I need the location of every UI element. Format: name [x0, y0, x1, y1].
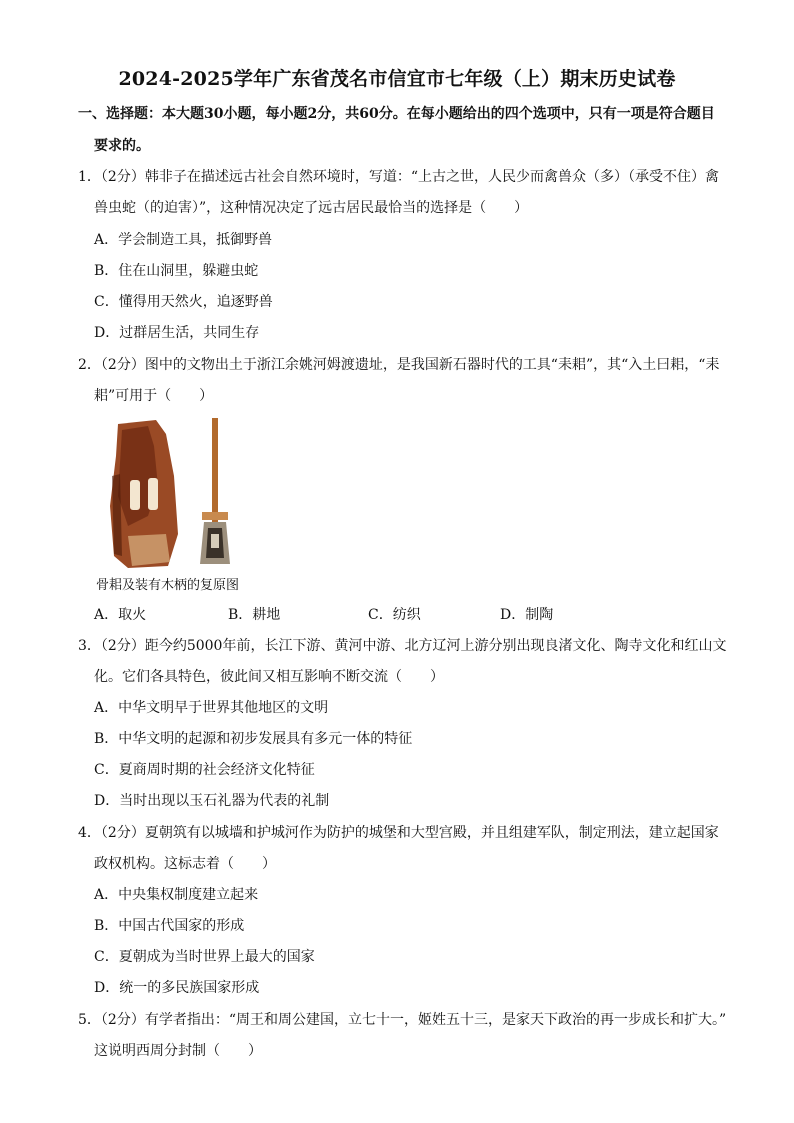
bone-spade-image — [110, 420, 178, 568]
question-3-option-a[interactable]: A．中华文明早于世界其他地区的文明 — [94, 700, 329, 716]
question-1-option-d[interactable]: D．过群居生活，共同生存 — [94, 325, 260, 341]
section-instructions-cont: 要求的。 — [94, 138, 150, 154]
exam-title: 2024-2025学年广东省茂名市信宜市七年级（上）期末历史试卷 — [118, 68, 676, 90]
question-5-stem: 5．（2分）有学者指出：“周王和周公建国，立七十一，姬姓五十三，是家天下政治的再一步成长和扩大。” — [78, 1012, 727, 1028]
question-2-option-d[interactable]: D．制陶 — [500, 607, 554, 623]
figure-caption: 骨耜及装有木柄的复原图 — [96, 578, 240, 593]
question-3-option-b[interactable]: B．中华文明的起源和初步发展具有多元一体的特征 — [94, 731, 413, 747]
question-5-stem-cont: 这说明西周分封制（ ） — [94, 1043, 262, 1059]
question-2-stem-cont: 耜”可用于（ ） — [94, 388, 214, 404]
question-3-option-d[interactable]: D．当时出现以玉石礼器为代表的礼制 — [94, 793, 330, 809]
wooden-handle-reconstruction — [200, 418, 230, 564]
question-1-option-c[interactable]: C．懂得用天然火，追逐野兽 — [94, 294, 273, 310]
question-2-option-a[interactable]: A．取火 — [94, 607, 147, 623]
question-2-stem: 2．（2分）图中的文物出土于浙江余姚河姆渡遗址，是我国新石器时代的工具“耒耜”，其“入土曰耜，“耒 — [78, 357, 720, 373]
question-3-stem: 3．（2分）距今约5000年前，长江下游、黄河中游、北方辽河上游分别出现良渚文化、陶寺文化和红山文 — [78, 638, 727, 654]
question-4-option-a[interactable]: A．中央集权制度建立起来 — [94, 887, 259, 903]
section-instructions: 一、选择题：本大题30小题，每小题2分，共60分。在每小题给出的四个选项中，只有一项是符合题目 — [78, 106, 715, 122]
question-3-stem-cont: 化。它们各具特色，彼此间又相互影响不断交流（ ） — [94, 669, 444, 685]
question-2-option-b[interactable]: B．耕地 — [228, 607, 281, 623]
question-1-stem: 1．（2分）韩非子在描述远古社会自然环境时，写道：“上古之世，人民少而禽兽众（多）（承受不住）禽 — [78, 169, 719, 185]
question-1-option-b[interactable]: B．住在山洞里，躲避虫蛇 — [94, 263, 259, 279]
question-3-option-c[interactable]: C．夏商周时期的社会经济文化特征 — [94, 762, 315, 778]
question-4-stem: 4．（2分）夏朝筑有以城墙和护城河作为防护的城堡和大型宫殿，并且组建军队，制定刑法，建立起国家 — [78, 825, 719, 841]
question-4-option-b[interactable]: B．中国古代国家的形成 — [94, 918, 245, 934]
question-4-option-c[interactable]: C．夏朝成为当时世界上最大的国家 — [94, 949, 315, 965]
question-2-option-c[interactable]: C．纺织 — [368, 607, 421, 623]
question-4-option-d[interactable]: D．统一的多民族国家形成 — [94, 980, 260, 996]
question-1-option-a[interactable]: A．学会制造工具，抵御野兽 — [94, 232, 273, 248]
bone-spade-figure — [108, 416, 248, 572]
question-4-stem-cont: 政权机构。这标志着（ ） — [94, 856, 276, 872]
question-1-stem-cont: 兽虫蛇（的迫害）”，这种情况决定了远古居民最恰当的选择是（ ） — [94, 200, 529, 216]
